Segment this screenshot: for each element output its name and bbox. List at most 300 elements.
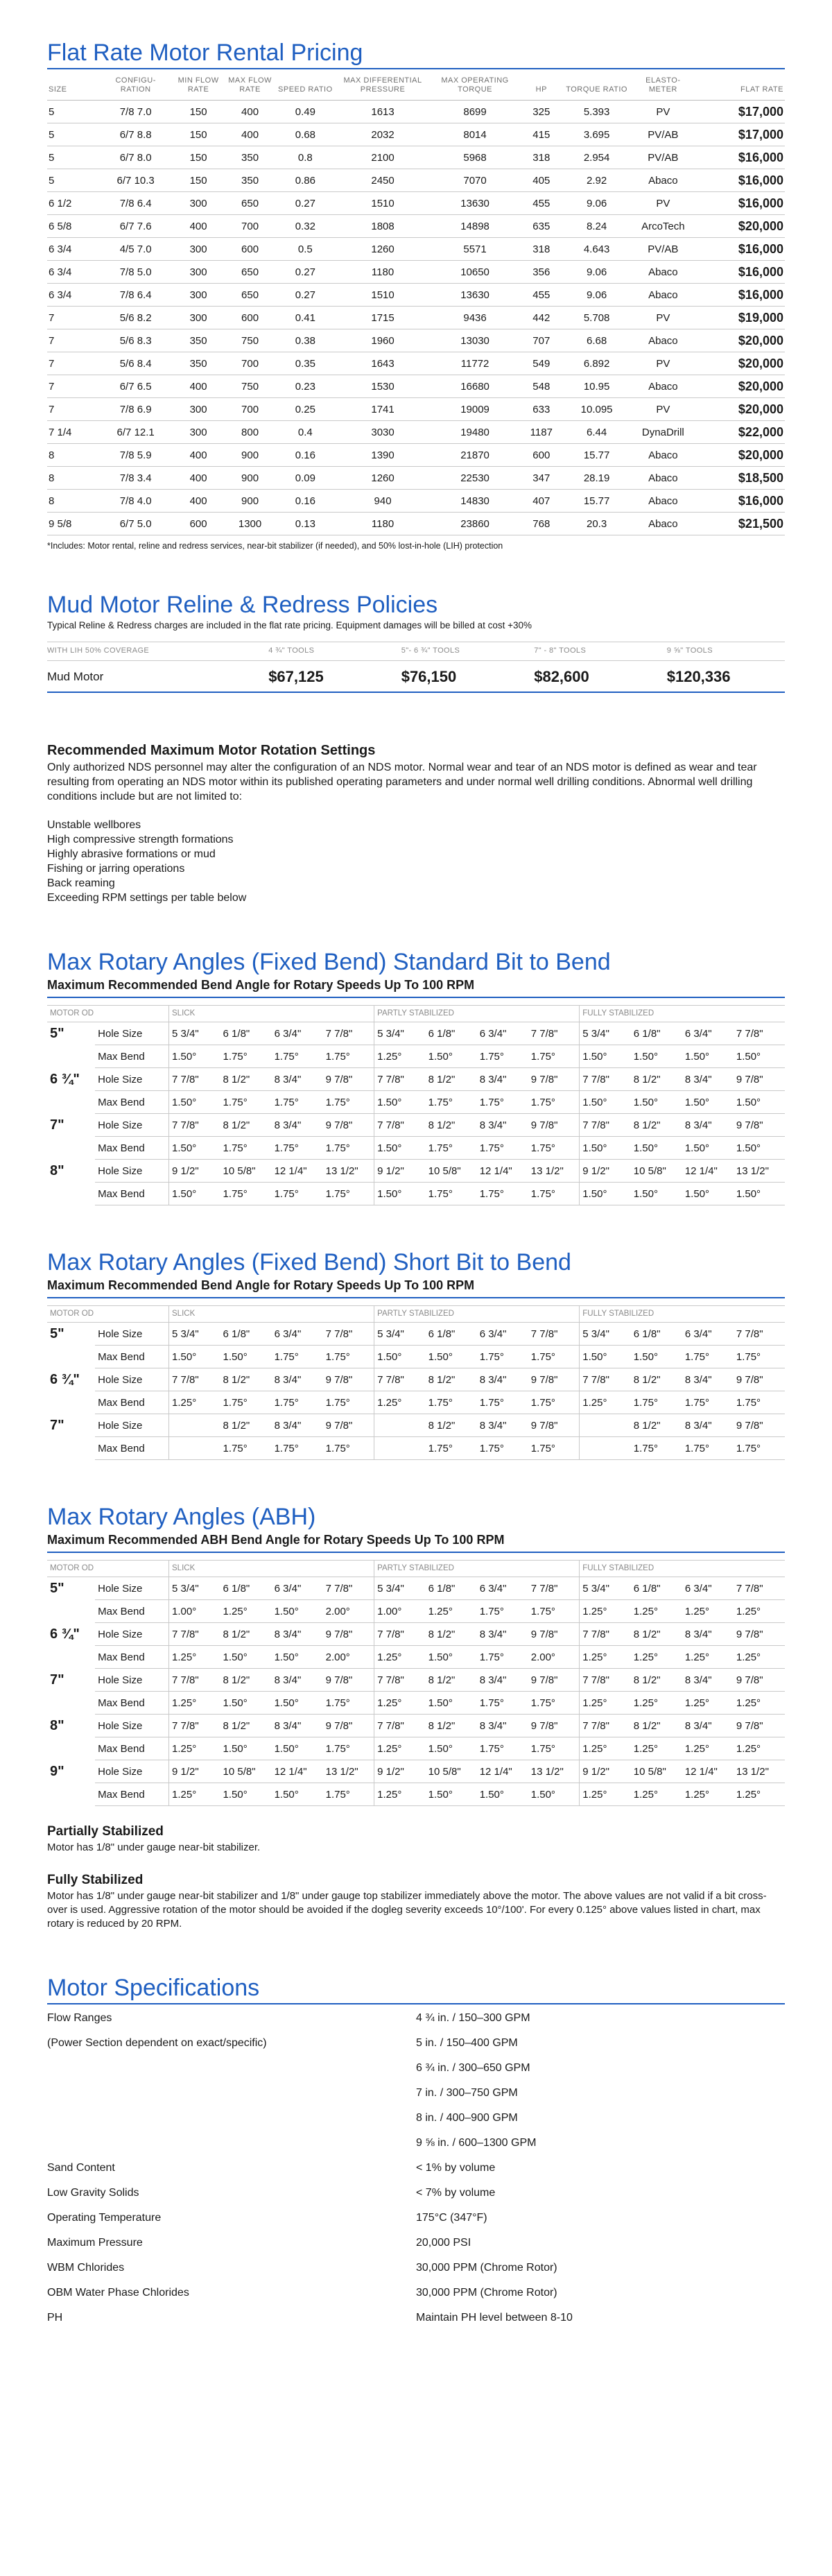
reline-col-header: 9 ⅝" TOOLS	[667, 642, 785, 661]
pricing-cell: 2450	[335, 169, 431, 192]
group-header: PARTLY STABILIZED	[374, 1006, 580, 1022]
pricing-cell: 28.19	[564, 467, 630, 490]
motor-od: 6 ¾"	[50, 1371, 80, 1387]
pricing-col-header: MIN FLOW RATE	[173, 72, 224, 101]
pricing-cell: 7	[47, 307, 98, 329]
table-row	[47, 192, 785, 215]
spec-value: 20,000 PSI	[416, 2237, 471, 2249]
pricing-cell: 600	[173, 513, 224, 535]
hole-size-cell: 9 7/8"	[323, 1669, 374, 1692]
max-bend-cell: 1.50°	[580, 1091, 631, 1114]
pricing-cell: PV	[630, 307, 696, 329]
hole-size-cell: 6 3/4"	[272, 1022, 323, 1045]
max-bend-cell: 1.25°	[580, 1783, 631, 1806]
hole-size-cell: 5 3/4"	[580, 1323, 631, 1346]
pricing-cell: $22,000	[696, 421, 785, 444]
pricing-cell: 350	[224, 146, 275, 169]
max-bend-cell: 1.75°	[528, 1346, 580, 1368]
max-bend-cell: 1.25°	[734, 1646, 785, 1669]
max-bend-cell: 1.50°	[169, 1346, 220, 1368]
pricing-cell: 1510	[335, 192, 431, 215]
pricing-cell: 6/7 8.8	[98, 123, 172, 146]
pricing-cell: 0.09	[276, 467, 335, 490]
motor-od: 7"	[50, 1117, 64, 1133]
table-row	[47, 375, 785, 398]
spec-label: Sand Content	[47, 2162, 115, 2174]
hole-size-cell: 7 7/8"	[528, 1022, 580, 1045]
max-bend-cell: 1.25°	[631, 1737, 682, 1760]
max-bend-cell: 1.75°	[734, 1437, 785, 1460]
pricing-cell: $16,000	[696, 169, 785, 192]
table-row	[47, 215, 785, 238]
pricing-cell: Abaco	[630, 169, 696, 192]
pricing-cell: 2100	[335, 146, 431, 169]
pricing-cell: 707	[519, 329, 564, 352]
group-header: SLICK	[169, 1306, 374, 1323]
pricing-col-header: TORQUE RATIO	[564, 72, 630, 101]
table-row	[47, 1323, 785, 1346]
max-bend-cell: 1.50°	[426, 1737, 477, 1760]
conditions-list	[47, 818, 785, 905]
pricing-cell: 1390	[335, 444, 431, 467]
pricing-cell: 442	[519, 307, 564, 329]
hole-size-label: Hole Size	[95, 1022, 168, 1045]
max-bend-cell: 1.75°	[426, 1391, 477, 1414]
max-bend-cell: 1.50°	[220, 1783, 272, 1806]
hole-size-cell: 5 3/4"	[374, 1577, 426, 1600]
spec-label	[47, 2081, 416, 2106]
motor-od: 5"	[50, 1581, 64, 1596]
max-bend-cell: 1.50°	[169, 1091, 220, 1114]
reline-col-header: 7" - 8" TOOLS	[534, 642, 667, 661]
pricing-cell: 6/7 12.1	[98, 421, 172, 444]
max-bend-label: Max Bend	[95, 1437, 168, 1460]
hole-size-cell: 13 1/2"	[734, 1160, 785, 1183]
pricing-cell: 0.27	[276, 284, 335, 307]
hole-size-cell: 12 1/4"	[477, 1760, 528, 1783]
hole-size-cell: 9 7/8"	[323, 1114, 374, 1137]
max-bend-cell: 1.75°	[272, 1091, 323, 1114]
max-bend-cell: 1.25°	[220, 1600, 272, 1623]
pricing-cell: 22530	[431, 467, 519, 490]
motor-od: 8"	[50, 1717, 64, 1733]
hole-size-cell: 7 7/8"	[323, 1323, 374, 1346]
pricing-cell: 7 1/4	[47, 421, 98, 444]
table-row	[47, 1137, 785, 1160]
full-body: Motor has 1/8" under gauge near-bit stabilizer and 1/8" under gauge top stabilizer immediately above the motor. The above values are not valid if a bit cross-over is used. Aggressive rotation of the motor should be avoided if the dogleg severity exceeds 10°/100'. For every 0.125° above values listed in chart, max rotary is reduced by 20 RPM.	[47, 1890, 767, 1930]
recommended-body: Only authorized NDS personnel may alter the configuration of an NDS motor. Normal wear and tear of an NDS motor is defined as wear and tear resulting from operating an NDS motor within its published operating parameters and under normal well drilling conditions. Abnormal well drilling conditions include but are not limited to:	[47, 762, 757, 802]
pricing-cell: Abaco	[630, 490, 696, 513]
hole-size-cell: 8 1/2"	[220, 1414, 272, 1437]
max-bend-cell: 1.75°	[528, 1183, 580, 1205]
hole-size-cell: 8 1/2"	[426, 1414, 477, 1437]
hole-size-cell: 7 7/8"	[528, 1577, 580, 1600]
pricing-cell: 650	[224, 284, 275, 307]
pricing-cell: 0.25	[276, 398, 335, 421]
spec-row	[47, 2281, 785, 2305]
pricing-cell: $16,000	[696, 192, 785, 215]
max-bend-cell: 1.75°	[426, 1091, 477, 1114]
max-bend-cell: 1.50°	[272, 1737, 323, 1760]
pricing-cell: 11772	[431, 352, 519, 375]
pricing-cell: 1180	[335, 261, 431, 284]
partial-title: Partially Stabilized	[47, 1824, 164, 1839]
group-header: SLICK	[169, 1561, 374, 1577]
pricing-cell: 1187	[519, 421, 564, 444]
max-bend-cell: 1.25°	[682, 1692, 734, 1715]
max-bend-cell: 1.50°	[426, 1646, 477, 1669]
standard-subtitle: Maximum Recommended Bend Angle for Rotary Speeds Up To 100 RPM	[47, 977, 785, 998]
max-bend-cell: 1.75°	[477, 1600, 528, 1623]
hole-size-cell: 9 1/2"	[169, 1160, 220, 1183]
hole-size-cell	[169, 1414, 220, 1437]
max-bend-cell: 1.50°	[682, 1137, 734, 1160]
list-item: Highly abrasive formations or mud	[47, 848, 216, 860]
max-bend-cell: 1.75°	[272, 1346, 323, 1368]
spec-label: OBM Water Phase Chlorides	[47, 2287, 189, 2299]
spec-value: 175°C (347°F)	[416, 2212, 487, 2224]
pricing-cell: PV/AB	[630, 146, 696, 169]
pricing-cell: 0.23	[276, 375, 335, 398]
pricing-cell: $20,000	[696, 398, 785, 421]
max-bend-cell: 1.75°	[220, 1045, 272, 1068]
pricing-cell: Abaco	[630, 444, 696, 467]
hole-size-cell: 8 1/2"	[426, 1368, 477, 1391]
pricing-cell: 4.643	[564, 238, 630, 261]
table-row	[47, 1737, 785, 1760]
hole-size-cell: 6 1/8"	[426, 1577, 477, 1600]
hole-size-cell	[374, 1414, 426, 1437]
recommended-section	[47, 743, 785, 905]
max-bend-label: Max Bend	[95, 1600, 168, 1623]
max-bend-cell: 1.75°	[477, 1437, 528, 1460]
pricing-cell: 1715	[335, 307, 431, 329]
max-bend-cell	[580, 1437, 631, 1460]
hole-size-cell: 8 3/4"	[682, 1114, 734, 1137]
max-bend-cell: 1.25°	[631, 1646, 682, 1669]
short-title: Max Rotary Angles (Fixed Bend) Short Bit to Bend	[47, 1249, 571, 1276]
pricing-cell: 0.27	[276, 261, 335, 284]
pricing-col-header: MAX FLOW RATE	[224, 72, 275, 101]
pricing-cell: 5/6 8.4	[98, 352, 172, 375]
max-bend-cell: 1.50°	[631, 1346, 682, 1368]
hole-size-cell: 8 1/2"	[426, 1669, 477, 1692]
spec-value: 8 in. / 400–900 GPM	[416, 2112, 518, 2124]
max-bend-cell: 1.75°	[528, 1692, 580, 1715]
hole-size-cell: 7 7/8"	[169, 1068, 220, 1091]
max-bend-cell: 1.25°	[169, 1646, 220, 1669]
max-bend-cell: 1.75°	[323, 1346, 374, 1368]
pricing-cell: $16,000	[696, 146, 785, 169]
pricing-cell: 548	[519, 375, 564, 398]
pricing-cell: 0.35	[276, 352, 335, 375]
max-bend-cell: 1.75°	[272, 1045, 323, 1068]
max-bend-cell: 1.50°	[374, 1091, 426, 1114]
hole-size-cell: 7 7/8"	[169, 1715, 220, 1737]
max-bend-cell: 1.50°	[374, 1346, 426, 1368]
hole-size-label: Hole Size	[95, 1160, 168, 1183]
pricing-cell: 7/8 7.0	[98, 101, 172, 123]
pricing-cell: 7	[47, 398, 98, 421]
hole-size-cell: 7 7/8"	[580, 1068, 631, 1091]
hole-size-cell: 9 7/8"	[734, 1623, 785, 1646]
pricing-cell: 1530	[335, 375, 431, 398]
hole-size-cell: 8 1/2"	[426, 1068, 477, 1091]
spec-row	[47, 2056, 785, 2081]
full-title: Fully Stabilized	[47, 1873, 144, 1887]
hole-size-cell: 9 7/8"	[528, 1414, 580, 1437]
table-row	[47, 101, 785, 123]
hole-size-cell: 7 7/8"	[169, 1368, 220, 1391]
pricing-cell: 325	[519, 101, 564, 123]
max-bend-cell: 1.75°	[323, 1391, 374, 1414]
max-bend-cell: 1.50°	[631, 1045, 682, 1068]
motor-od-header: MOTOR OD	[47, 1306, 169, 1323]
hole-size-cell: 5 3/4"	[169, 1577, 220, 1600]
hole-size-cell: 9 7/8"	[323, 1623, 374, 1646]
table-row	[47, 1715, 785, 1737]
pricing-cell: 415	[519, 123, 564, 146]
pricing-col-header: ELASTO- METER	[630, 72, 696, 101]
hole-size-label: Hole Size	[95, 1414, 168, 1437]
table-row	[47, 1760, 785, 1783]
hole-size-cell: 10 5/8"	[220, 1760, 272, 1783]
pricing-cell: 7	[47, 375, 98, 398]
max-bend-cell: 1.75°	[323, 1137, 374, 1160]
pricing-cell: 0.4	[276, 421, 335, 444]
pricing-cell: 8	[47, 467, 98, 490]
table-row	[47, 284, 785, 307]
max-bend-cell: 1.50°	[272, 1646, 323, 1669]
reline-cell: $76,150	[401, 661, 535, 693]
max-bend-cell: 1.25°	[631, 1783, 682, 1806]
max-bend-cell: 1.75°	[477, 1692, 528, 1715]
max-bend-cell: 1.50°	[631, 1183, 682, 1205]
pricing-cell: 356	[519, 261, 564, 284]
pricing-cell: DynaDrill	[630, 421, 696, 444]
abh-title: Max Rotary Angles (ABH)	[47, 1504, 316, 1530]
spec-label	[47, 2131, 416, 2156]
max-bend-label: Max Bend	[95, 1646, 168, 1669]
pricing-cell: 13630	[431, 284, 519, 307]
table-row	[47, 444, 785, 467]
spec-label: PH	[47, 2312, 63, 2324]
hole-size-cell: 6 3/4"	[477, 1577, 528, 1600]
max-bend-cell: 1.75°	[477, 1646, 528, 1669]
max-bend-cell: 1.75°	[477, 1737, 528, 1760]
pricing-cell: 9 5/8	[47, 513, 98, 535]
pricing-cell: 0.13	[276, 513, 335, 535]
hole-size-cell: 7 7/8"	[580, 1669, 631, 1692]
pricing-cell: 8014	[431, 123, 519, 146]
hole-size-cell: 8 1/2"	[220, 1114, 272, 1137]
max-bend-cell: 1.75°	[323, 1692, 374, 1715]
max-bend-cell: 1.50°	[426, 1346, 477, 1368]
pricing-title: Flat Rate Motor Rental Pricing	[47, 39, 785, 69]
motor-od: 7"	[50, 1672, 64, 1688]
hole-size-cell: 7 7/8"	[734, 1577, 785, 1600]
pricing-cell: 1643	[335, 352, 431, 375]
hole-size-cell: 8 3/4"	[477, 1669, 528, 1692]
motor-od: 7"	[50, 1417, 64, 1433]
hole-size-cell: 5 3/4"	[374, 1022, 426, 1045]
hole-size-label: Hole Size	[95, 1715, 168, 1737]
pricing-cell: 7/8 5.9	[98, 444, 172, 467]
max-bend-cell: 1.50°	[426, 1783, 477, 1806]
list-item: High compressive strength formations	[47, 834, 234, 845]
max-bend-cell: 1.50°	[580, 1183, 631, 1205]
max-bend-cell: 1.25°	[631, 1600, 682, 1623]
spec-label: Maximum Pressure	[47, 2237, 143, 2249]
spec-value: Maintain PH level between 8-10	[416, 2312, 573, 2324]
hole-size-cell: 6 3/4"	[272, 1323, 323, 1346]
max-bend-cell: 1.75°	[323, 1091, 374, 1114]
hole-size-cell: 8 3/4"	[682, 1068, 734, 1091]
max-bend-cell: 1.75°	[426, 1183, 477, 1205]
table-row	[47, 1346, 785, 1368]
max-bend-cell: 1.50°	[734, 1045, 785, 1068]
pricing-cell: 350	[224, 169, 275, 192]
max-bend-cell: 1.75°	[220, 1391, 272, 1414]
pricing-cell: $16,000	[696, 261, 785, 284]
pricing-cell: 6 5/8	[47, 215, 98, 238]
pricing-cell: $20,000	[696, 444, 785, 467]
pricing-cell: 650	[224, 261, 275, 284]
max-bend-cell: 1.50°	[528, 1783, 580, 1806]
pricing-cell: 405	[519, 169, 564, 192]
hole-size-cell: 13 1/2"	[323, 1160, 374, 1183]
max-bend-cell: 1.75°	[323, 1783, 374, 1806]
max-bend-cell: 1.25°	[580, 1391, 631, 1414]
pricing-cell: 300	[173, 261, 224, 284]
hole-size-cell: 9 7/8"	[323, 1368, 374, 1391]
hole-size-cell: 8 3/4"	[682, 1414, 734, 1437]
list-item: Unstable wellbores	[47, 819, 141, 831]
max-bend-cell: 1.25°	[631, 1692, 682, 1715]
recommended-title: Recommended Maximum Motor Rotation Settings	[47, 743, 376, 758]
max-bend-label: Max Bend	[95, 1346, 168, 1368]
pricing-cell: ArcoTech	[630, 215, 696, 238]
hole-size-cell: 9 7/8"	[528, 1368, 580, 1391]
hole-size-cell: 5 3/4"	[580, 1577, 631, 1600]
max-bend-cell: 1.75°	[220, 1183, 272, 1205]
pricing-cell: 20.3	[564, 513, 630, 535]
hole-size-cell: 9 7/8"	[734, 1669, 785, 1692]
pricing-cell: 1260	[335, 238, 431, 261]
pricing-cell: 15.77	[564, 444, 630, 467]
hole-size-label: Hole Size	[95, 1623, 168, 1646]
reline-cell: $67,125	[268, 661, 401, 693]
pricing-cell: 5	[47, 101, 98, 123]
max-bend-cell: 1.75°	[477, 1346, 528, 1368]
pricing-cell: $21,500	[696, 513, 785, 535]
pricing-cell: 1180	[335, 513, 431, 535]
hole-size-cell: 7 7/8"	[580, 1623, 631, 1646]
pricing-cell: 15.77	[564, 490, 630, 513]
hole-size-cell: 13 1/2"	[528, 1160, 580, 1183]
hole-size-cell: 8 1/2"	[631, 1715, 682, 1737]
pricing-cell: 7/8 4.0	[98, 490, 172, 513]
spec-value: < 1% by volume	[416, 2162, 496, 2174]
spec-value: 30,000 PPM (Chrome Rotor)	[416, 2287, 557, 2299]
pricing-col-header: MAX DIFFERENTIAL PRESSURE	[335, 72, 431, 101]
pricing-cell: 150	[173, 169, 224, 192]
max-bend-cell: 1.25°	[682, 1600, 734, 1623]
spec-label: (Power Section dependent on exact/specific)	[47, 2037, 267, 2049]
max-bend-cell: 1.75°	[528, 1437, 580, 1460]
pricing-cell: 13630	[431, 192, 519, 215]
table-row	[47, 307, 785, 329]
max-bend-label: Max Bend	[95, 1045, 168, 1068]
hole-size-cell: 9 7/8"	[734, 1368, 785, 1391]
hole-size-cell: 12 1/4"	[477, 1160, 528, 1183]
hole-size-cell: 9 1/2"	[169, 1760, 220, 1783]
max-bend-cell: 1.50°	[477, 1783, 528, 1806]
pricing-cell: 400	[173, 375, 224, 398]
spec-row	[47, 2081, 785, 2106]
pricing-cell: 6/7 5.0	[98, 513, 172, 535]
max-bend-cell: 1.75°	[220, 1137, 272, 1160]
spec-row	[47, 2256, 785, 2281]
max-bend-cell: 1.50°	[580, 1045, 631, 1068]
table-row	[47, 467, 785, 490]
hole-size-cell: 13 1/2"	[734, 1760, 785, 1783]
pricing-cell: $20,000	[696, 329, 785, 352]
list-item: Exceeding RPM settings per table below	[47, 892, 247, 904]
standard-table	[47, 1005, 785, 1205]
pricing-cell: 0.86	[276, 169, 335, 192]
max-bend-cell: 1.50°	[580, 1137, 631, 1160]
max-bend-label: Max Bend	[95, 1137, 168, 1160]
table-row	[47, 1646, 785, 1669]
pricing-cell: PV	[630, 352, 696, 375]
table-row	[47, 1114, 785, 1137]
max-bend-cell: 1.50°	[682, 1091, 734, 1114]
pricing-cell: 1741	[335, 398, 431, 421]
pricing-cell: 1300	[224, 513, 275, 535]
reline-cell: $120,336	[667, 661, 785, 693]
pricing-cell: $20,000	[696, 215, 785, 238]
pricing-cell: 6 3/4	[47, 261, 98, 284]
pricing-cell: 7	[47, 329, 98, 352]
pricing-cell: 700	[224, 215, 275, 238]
pricing-cell: 900	[224, 490, 275, 513]
hole-size-cell: 7 7/8"	[374, 1623, 426, 1646]
spec-label: WBM Chlorides	[47, 2262, 125, 2274]
pricing-cell: 300	[173, 238, 224, 261]
table-row	[47, 1068, 785, 1091]
spec-row	[47, 2031, 785, 2056]
pricing-col-header: HP	[519, 72, 564, 101]
hole-size-cell: 6 1/8"	[631, 1577, 682, 1600]
max-bend-cell: 1.50°	[734, 1091, 785, 1114]
hole-size-cell: 9 1/2"	[580, 1760, 631, 1783]
table-row	[47, 1623, 785, 1646]
pricing-cell: $16,000	[696, 238, 785, 261]
pricing-cell: 7	[47, 352, 98, 375]
pricing-cell: 0.5	[276, 238, 335, 261]
max-bend-cell: 1.50°	[426, 1692, 477, 1715]
hole-size-cell: 8 3/4"	[272, 1114, 323, 1137]
hole-size-cell: 6 1/8"	[220, 1577, 272, 1600]
table-row	[47, 1437, 785, 1460]
hole-size-cell: 6 3/4"	[682, 1022, 734, 1045]
group-header: FULLY STABILIZED	[580, 1561, 785, 1577]
reline-section	[47, 591, 785, 693]
standard-section	[47, 948, 785, 1205]
pricing-cell: 635	[519, 215, 564, 238]
table-row	[47, 261, 785, 284]
